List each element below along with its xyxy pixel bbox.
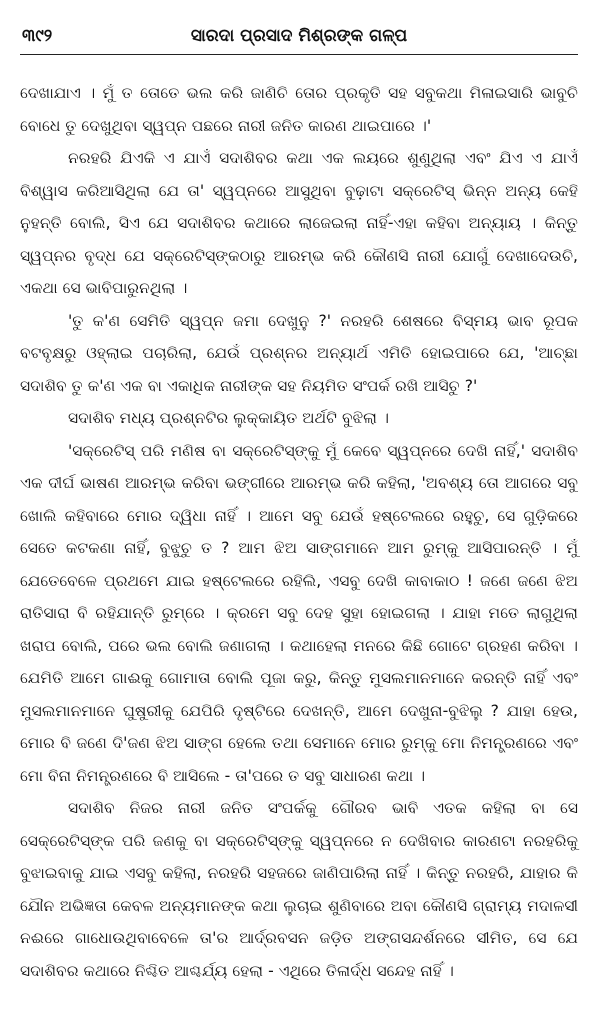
running-title: ସାରଦା ପ୍ରସାଦ ମିଶ୍ରଙ୍କ ଗଳ୍ପ [190, 26, 408, 46]
page-header [20, 20, 578, 55]
paragraph: 'ସକ୍ରେଟିସ୍ ପରି ମଣିଷ ବା ସକ୍ରେଟିସ୍‌ଙ୍କୁ ମୁଁ କେବେ ସ୍ୱପ୍ନରେ ଦେଖି ନାହିଁ,' ସଦାଶିବ ଏକ ଦୀର୍ଘ ଭାଷଣ ଆରମ୍ଭ କରିବା ଭଙ୍ଗୀରେ ଆରମ୍ଭ କରି କହିଲା, 'ଅବଶ୍ୟ ତୋ ଆଗରେ ସବୁ ଖୋଲି କହିବାରେ ମୋର ଦ୍ୱିଧା ନାହିଁ । ଆମେ ସବୁ ଯେଉଁ ହଷ୍ଟେଲରେ ରହୁଚୁ, ସେ ଗୁଡ଼ିକରେ ସେତେ କଟକଣା ନାହିଁ, ବୁଝୁଚୁ ତ ? ଆମ ଝିଅ ସାଙ୍ଗମାନେ ଆମ ରୁମ୍‌କୁ ଆସିପାରନ୍ତି । ମୁଁ ଯେତେବେଳେ ପ୍ରଥମେ ଯାଇ ହଷ୍ଟେଲରେ ରହିଲି, ଏସବୁ ଦେଖି କାବାକାଠ ! ଜଣେ ଜଣେ ଝିଅ ରାତିସାରା ବି ରହିଯାନ୍ତି ରୁମ୍‌ରେ । କ୍ରମେ ସବୁ ଦେହ ସୁହା ହୋଇଗଲା । ଯାହା ମତେ ଲାଗୁଥିଲା ଖରାପ ବୋଲି, ପରେ ଭଲ ବୋଲି ଜଣାଗଲା । କଥାହେଲା ମନରେ କିଛି ଗୋଟେ ଗ୍ରହଣ କରିବା । ଯେମିତି ଆମେ ଗାଈକୁ ଗୋମାତା ବୋଲି ପୂଜା କରୁ, କିନ୍ତୁ ମୁସଲମାନମାନେ କରନ୍ତି ନାହିଁ ଏବଂ ମୁସଲମାନମାନେ ଘୁଷୁରୀକୁ ଯେପିରି ଦୃଷ୍ଟିରେ ଦେଖନ୍ତି, ଆମେ ଦେଖୁନା-ବୁଝିଲୁ ? ଯାହା ହେଉ, ମୋର ବି ଜଣେ ଦି'ଜଣ ଝିଅ ସାଙ୍ଗ ହେଲେ ତଥା ସେମାନେ ମୋର ରୁମ୍‌କୁ ମୋ ନିମନ୍ତ୍ରଣରେ ଏବଂ ମୋ ବିନା ନିମନ୍ତ୍ରଣରେ ବି ଆସିଲେ - ତା'ପରେ ତ ସବୁ ସାଧାରଣ କଥା । [20, 441, 578, 785]
paragraph: ସଦାଶିବ ମଧ୍ୟ ପ୍ରଶ୍ନଟିର ଲୁକ୍‌କାୟିତ ଅର୍ଥଟି ବୁଝିଲା । [68, 409, 389, 427]
paragraph: ଦେଖାଯାଏ । ମୁଁ ତ ତୋତେ ଭଲ କରି ଜାଣିଚି ତୋର ପ୍ରକୃତି ସହ ସବୁକଥା ମିଳାଇସାରି ଭାବୁଚି ବୋଧେ ତୁ ଦେଖୁଥିବା ସ୍ୱପ୍ନ ପଛରେ ନାରୀ ଜନିତ କାରଣ ଥାଇପାରେ ।' [20, 84, 578, 135]
body-text [20, 77, 578, 987]
page-number: ୩୯୨ [22, 26, 53, 46]
paragraph: ସଦାଶିବ ନିଜର ନାରୀ ଜନିତ ସଂପର୍କକୁ ଗୌରବ ଭାବି ଏତକ କହିଲା ବା ସେ ସେକ୍ରେଟିସ୍‌ଙ୍କ ପରି ଜଣକୁ ବା ସକ୍ରେଟିସ୍‌ଙ୍କୁ ସ୍ୱପ୍ନରେ ନ ଦେଖିବାର କାରଣଟା ନରହରିକୁ ବୁଝାଇବାକୁ ଯାଇ ଏସବୁ କହିଲା, ନରହରି ସହଜରେ ଜାଣିପାରିଲା ନାହିଁ । କିନ୍ତୁ ନରହରି, ଯାହାର କି ଯୌନ ଅଭିଜ୍ଞତା କେବଳ ଅନ୍ୟମାନଙ୍କ କଥା ଲୁଚାଇ ଶୁଣିବାରେ ଅବା କୌଣସି ଗ୍ରାମ୍ୟ ମଦାଳସୀ ନଈରେ ଗାଧୋଉଥିବାବେଳେ ତା'ର ଆର୍ଦ୍ରବସନ ଜଡ଼ିତ ଅଙ୍ଗସନ୍ଦର୍ଶନରେ ସୀମିତ, ସେ ଯେ ସଦାଶିବର କଥାରେ ନିଶ୍ଚିତ ଆଶ୍ଚର୍ଯ୍ୟ ହେଲା - ଏଥିରେ ତିଳାର୍ଦ୍ଧ ସନ୍ଦେହ ନାହିଁ । [20, 799, 578, 980]
paragraph: 'ତୁ କ'ଣ ସେମିତି ସ୍ୱପ୍ନ ଜମା ଦେଖୁନୁ ?' ନରହରି ଶେଷରେ ବିସ୍ମୟ ଭାବ ରୂପକ ବଟବୃକ୍ଷରୁ ଓହ୍ଲାଇ ପଚାରିଲା, ଯେଉଁ ପ୍ରଶ୍ନର ଅନ୍ୟାର୍ଥ ଏମିତି ହୋଇପାରେ ଯେ, 'ଆଚ୍ଛା ସଦାଶିବ ତୁ କ'ଣ ଏକ ବା ଏକାଧିକ ନାରୀଙ୍କ ସହ ନିୟମିତ ସଂପର୍କ ରଖି ଆସିଚୁ ?' [20, 311, 578, 395]
paragraph: ନରହରି ଯିଏକି ଏ ଯାଏଁ ସଦାଶିବର କଥା ଏକ ଲୟରେ ଶୁଣୁଥିଲା ଏବଂ ଯିଏ ଏ ଯାଏଁ ବିଶ୍ୱାସ କରିଆସିଥିଲା ଯେ ତା' ସ୍ୱପ୍ନରେ ଆସୁଥିବା ବୁଢ଼ାଟା ସକ୍ରେଟିସ୍ ଭିନ୍ନ ଅନ୍ୟ କେହି ନୁହନ୍ତି ବୋଲି, ସିଏ ଯେ ସଦାଶିବର କଥାରେ ଲାଜେଇଲା ନାହିଁ-ଏହା କହିବା ଅନ୍ୟାୟ । କିନ୍ତୁ ସ୍ୱପ୍ନର ବୃଦ୍ଧ ଯେ ସକ୍ରେଟିସ୍‌ଙ୍କଠାରୁ ଆରମ୍ଭ କରି କୌଣସି ନାରୀ ଯୋଗୁଁ ଦେଖାଦେଉଚି, ଏକଥା ସେ ଭାବିପାରୁନଥିଲା । [20, 149, 578, 297]
